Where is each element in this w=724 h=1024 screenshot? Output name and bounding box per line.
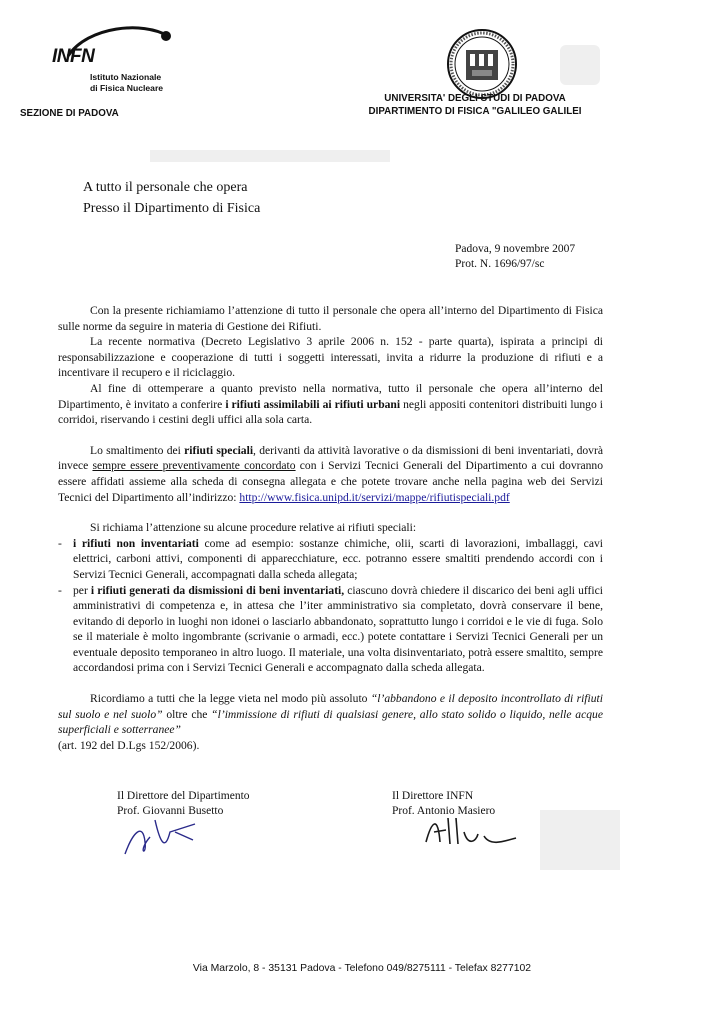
footer-address: Via Marzolo, 8 - 35131 Padova - Telefono 049/8275111 - Telefax 8277102 xyxy=(192,963,532,974)
paragraph: Lo smaltimento dei rifiuti speciali, derivanti da attività lavorative o da dismissioni di beni inventariati, dovrà invece sempre essere preventivamente concordato con i Servizi Tecnici Generali del Dipartimento a cui dovranno essere affidati assieme alla scheda di consegna allegata e che potete trovare anche nella pagina web dei Servizi Tecnici del Dipartimento all’indirizzo: http://www.fisica.unipd.it/servizi/mappe/rifiutispeciali.pdf xyxy=(58,443,604,504)
bleed-through-mark xyxy=(150,150,390,162)
bleed-through-mark xyxy=(560,45,600,85)
paragraph: Al fine di ottemperare a quanto previsto nella normativa, tutto il personale che opera all’interno del Dipartimento, è invitato a conferire i rifiuti assimilabili ai rifiuti urbani negli appositi contenitori distribuiti lungo i corridoi, riservando i cestini degli uffici alla sola carta. xyxy=(58,381,603,427)
addressee: A tutto il personale che opera Presso il Dipartimento di Fisica xyxy=(83,180,261,216)
handwritten-signature xyxy=(420,812,530,852)
date-line: Padova, 9 novembre 2007 xyxy=(455,243,576,255)
law-reference: (art. 192 del D.Lgs 152/2006). xyxy=(58,738,200,752)
section-name: SEZIONE DI PADOVA xyxy=(20,108,119,119)
infn-logo-text: INFN xyxy=(52,46,95,67)
signature-block-left: Il Direttore del Dipartimento Prof. Giovanni Busetto xyxy=(117,790,250,817)
paragraph: Con la presente richiamiamo l’attenzione di tutto il personale che opera all’interno del Dipartimento di Fisica sulle norme da seguire in materia di Gestione dei Rifiuti. xyxy=(58,304,603,333)
letter-body xyxy=(58,303,603,753)
signature-block-right: Il Direttore INFN Prof. Antonio Masiero xyxy=(392,790,496,817)
paragraph: Si richiama l’attenzione su alcune procedure relative ai rifiuti speciali: xyxy=(90,521,417,535)
paragraph: La recente normativa (Decreto Legislativo 3 aprile 2006 n. 152 - parte quarta), ispirata a principi di responsabilizzazione e cooperazione di tutti i soggetti interessati, invita a ridurre la produzione di rifiuti e a incentivare il recupero e il riciclaggio. xyxy=(58,335,603,380)
university-seal xyxy=(446,28,518,100)
institute-name: Istituto Nazionale di Fisica Nucleare xyxy=(90,72,164,93)
list-item: - per i rifiuti generati da dismissioni di beni inventariati, ciascuno dovrà chiedere il discarico dei beni agli uffici amministrativi di competenza e, in attesa che l’iter amministrativo sia completato, dovrà conservare il bene, evitando di deporlo in luoghi non idonei o lasciarlo abbandonato, soprattutto lungo i corridoi e le vie di fuga. Solo se il materiale è molto ingombrante (scrivanie o armadi, ecc.) potete contattare i Servizi Tecnici Generali per un eventuale deposito temporaneo in altro luogo. Il materiale, una volta disinventariato, potrà essere smaltito, sempre accordandosi prima con i Servizi Tecnici Generali e accompagnato dalla scheda allegata. xyxy=(58,583,604,675)
handwritten-signature xyxy=(115,812,205,862)
list-item: - i rifiuti non inventariati come ad esempio: sostanze chimiche, olii, scarti di lavorazioni, imballaggi, cavi elettrici, carboni attivi, componenti di apparecchiature, ecc. potranno essere smaltiti prendendo accordi con i Servizi Tecnici Generali, accompagnati dalla scheda allegata; xyxy=(58,536,603,581)
rifiuti-speciali-link[interactable]: http://www.fisica.unipd.it/servizi/mappe/rifiutispeciali.pdf xyxy=(239,490,510,504)
paragraph: Ricordiamo a tutti che la legge vieta nel modo più assoluto “l’abbandono e il deposito incontrollato di rifiuti sul suolo e nel suolo” oltre che “l’immissione di rifiuti di qualsiasi genere, allo stato solido o liquido, nelle acque superficiali e sotterranee” xyxy=(58,692,603,737)
protocol-line: Prot. N. 1696/97/sc xyxy=(455,258,545,270)
date-protocol xyxy=(455,242,575,272)
bleed-through-mark xyxy=(540,810,620,870)
university-header: UNIVERSITA' DEGLI STUDI DI PADOVA DIPARTIMENTO DI FISICA "GALILEO GALILEI xyxy=(368,93,582,117)
